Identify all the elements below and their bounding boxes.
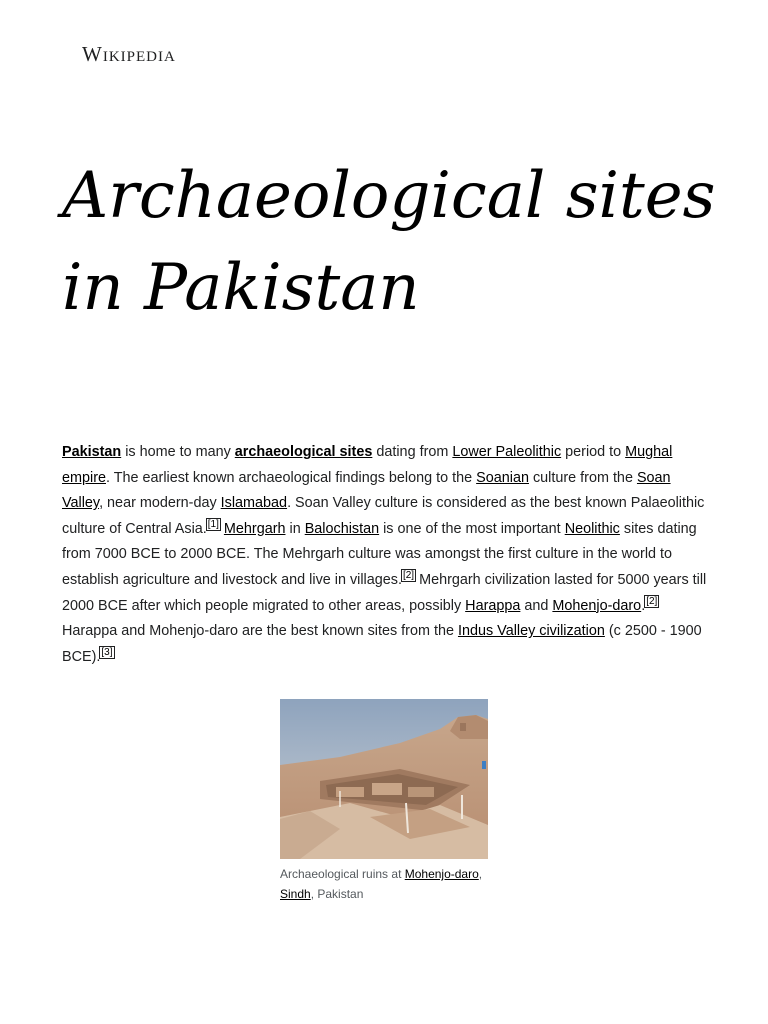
mohenjo-daro-ruins-photo[interactable] [280, 699, 488, 859]
figure-mohenjo-daro [280, 699, 488, 904]
page-title [62, 150, 722, 334]
link-lower-paleolithic[interactable]: Lower Paleolithic [452, 444, 562, 460]
link-soanian[interactable]: Soanian [476, 469, 529, 486]
caption-link-sindh[interactable]: Sindh [280, 887, 311, 901]
lead-text: in [285, 520, 305, 537]
lead-text: Mehrgarh civilization lasted for 5000 years till 2000 BCE after which people migrated to other areas, possibly [62, 571, 707, 614]
lead-text: is one of the most important [379, 520, 565, 537]
lead-paragraph [62, 440, 710, 670]
citation-3-link[interactable]: [3] [101, 646, 113, 658]
caption-separator: , [478, 867, 483, 881]
link-neolithic[interactable]: Neolithic [564, 520, 620, 537]
link-mughal-empire[interactable]: Mughal empire [62, 444, 673, 486]
lead-text: . [641, 597, 646, 614]
link-balochistan[interactable]: Balochistan [304, 520, 380, 537]
lead-text: Harappa and Mohenjo-daro are the best known sites from the [62, 623, 458, 640]
link-mohenjo-daro[interactable]: Mohenjo-daro [552, 597, 642, 614]
link-indus-valley-civilization[interactable]: Indus Valley civilization [457, 623, 605, 640]
lead-text: dating from [372, 444, 453, 460]
link-pakistan[interactable] [62, 444, 121, 460]
figure-caption [280, 864, 488, 904]
wikipedia-logo[interactable]: Wikipedia [82, 42, 176, 66]
citation-2-link[interactable]: [2] [402, 570, 415, 582]
citation-2b-link[interactable]: [2] [646, 595, 658, 607]
caption-link-mohenjo-daro[interactable]: Mohenjo-daro [404, 867, 479, 881]
lead-text: . The earliest known archaeological findings belong to the [106, 469, 477, 486]
page-title-line-1: Archaeological sites [62, 159, 716, 233]
link-soan-valley[interactable]: Soan Valley [62, 469, 671, 512]
lead-text: culture from the [528, 469, 637, 486]
caption-text: Archaeological ruins at [280, 867, 405, 881]
citation-1-link[interactable]: [1] [207, 518, 219, 530]
lead-text: and [520, 597, 553, 614]
caption-suffix: , Pakistan [310, 887, 364, 901]
link-archaeological-sites[interactable] [235, 444, 373, 460]
lead-text: is home to many [121, 444, 235, 460]
lead-text: . Soan Valley culture is considered as the best known Palaeolithic culture of Central Asia. [62, 495, 705, 537]
lead-text: , near modern-day [99, 495, 221, 512]
link-pakistan-text: Pakistan [62, 444, 122, 460]
citation-1 [207, 519, 220, 530]
lead-text: (c 2500 - 1900 BCE). [62, 623, 702, 665]
lead-text: sites dating from 7000 BCE to 2000 BCE. The Mehrgarh culture was amongst the first culture in the world to establish agriculture and livestock and live in villages. [62, 520, 697, 588]
link-islamabad[interactable]: Islamabad [220, 495, 288, 512]
citation-2 [402, 570, 415, 581]
citation-2b [645, 596, 658, 607]
link-mehrgarh[interactable]: Mehrgarh [223, 520, 286, 537]
link-harappa[interactable]: Harappa [465, 597, 521, 614]
link-archaeological-sites-text: archaeological sites [234, 444, 373, 460]
page-title-line-2: in Pakistan [62, 251, 420, 325]
lead-text: period to [561, 444, 626, 460]
citation-3 [100, 647, 113, 658]
